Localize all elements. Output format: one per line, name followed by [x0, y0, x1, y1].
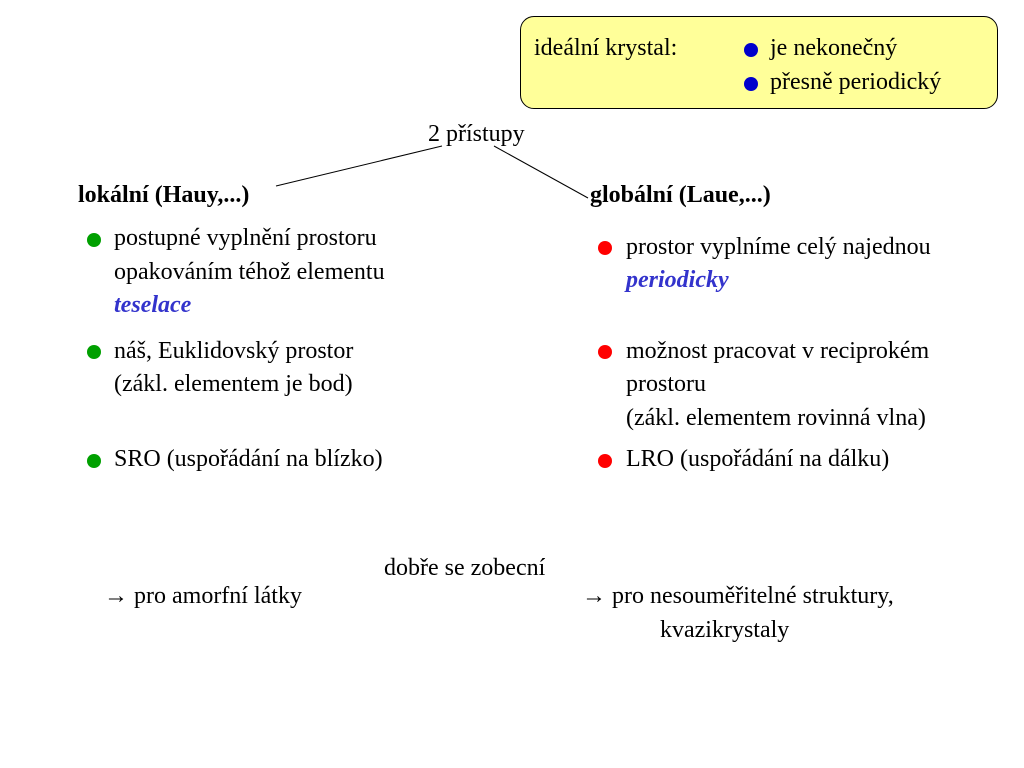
right-bullet-2-icon [598, 345, 612, 359]
left-item-1-accent: teselace [114, 292, 192, 318]
right-bullet-3-icon [598, 454, 612, 468]
left-bullet-3-icon [87, 454, 101, 468]
right-bullet-1-icon [598, 241, 612, 255]
left-item-2-line-1: náš, Euklidovský prostor [114, 338, 354, 364]
middle-note: dobře se zobecní [384, 555, 546, 581]
center-title: 2 přístupy [428, 121, 525, 147]
right-item-2-line-1: možnost pracovat v reciprokém [626, 338, 930, 364]
right-bottom-text-line-2: kvazikrystaly [660, 617, 790, 643]
left-bullet-2-icon [87, 345, 101, 359]
left-bottom-text: → pro amorfní látky [104, 583, 302, 609]
ideal-item-1: je nekonečný [770, 35, 898, 61]
right-item-2-line-2: prostoru [626, 371, 706, 397]
connector-right-line [494, 146, 588, 198]
right-bottom-text-line-1: → pro nesouměřitelné struktury, [582, 583, 894, 609]
left-item-1-line-1: postupné vyplnění prostoru [114, 225, 377, 251]
left-item-1-line-2: opakováním téhož elementu [114, 259, 385, 285]
connector-left-line [276, 146, 442, 186]
left-item-3-line-1: SRO (uspořádání na blízko) [114, 446, 383, 472]
left-item-2-line-2: (zákl. elementem je bod) [114, 371, 353, 397]
left-bullet-1-icon [87, 233, 101, 247]
right-item-1-accent: periodicky [626, 267, 729, 293]
right-heading: globální (Laue,...) [590, 182, 771, 208]
ideal-crystal-label: ideální krystal: [534, 35, 678, 61]
right-item-2-line-3: (zákl. elementem rovinná vlna) [626, 405, 926, 431]
left-heading: lokální (Hauy,...) [78, 182, 250, 208]
ideal-item-2: přesně periodický [770, 69, 942, 95]
right-item-1-line-1: prostor vyplníme celý najednou [626, 234, 931, 260]
right-item-3-line-1: LRO (uspořádání na dálku) [626, 446, 890, 472]
